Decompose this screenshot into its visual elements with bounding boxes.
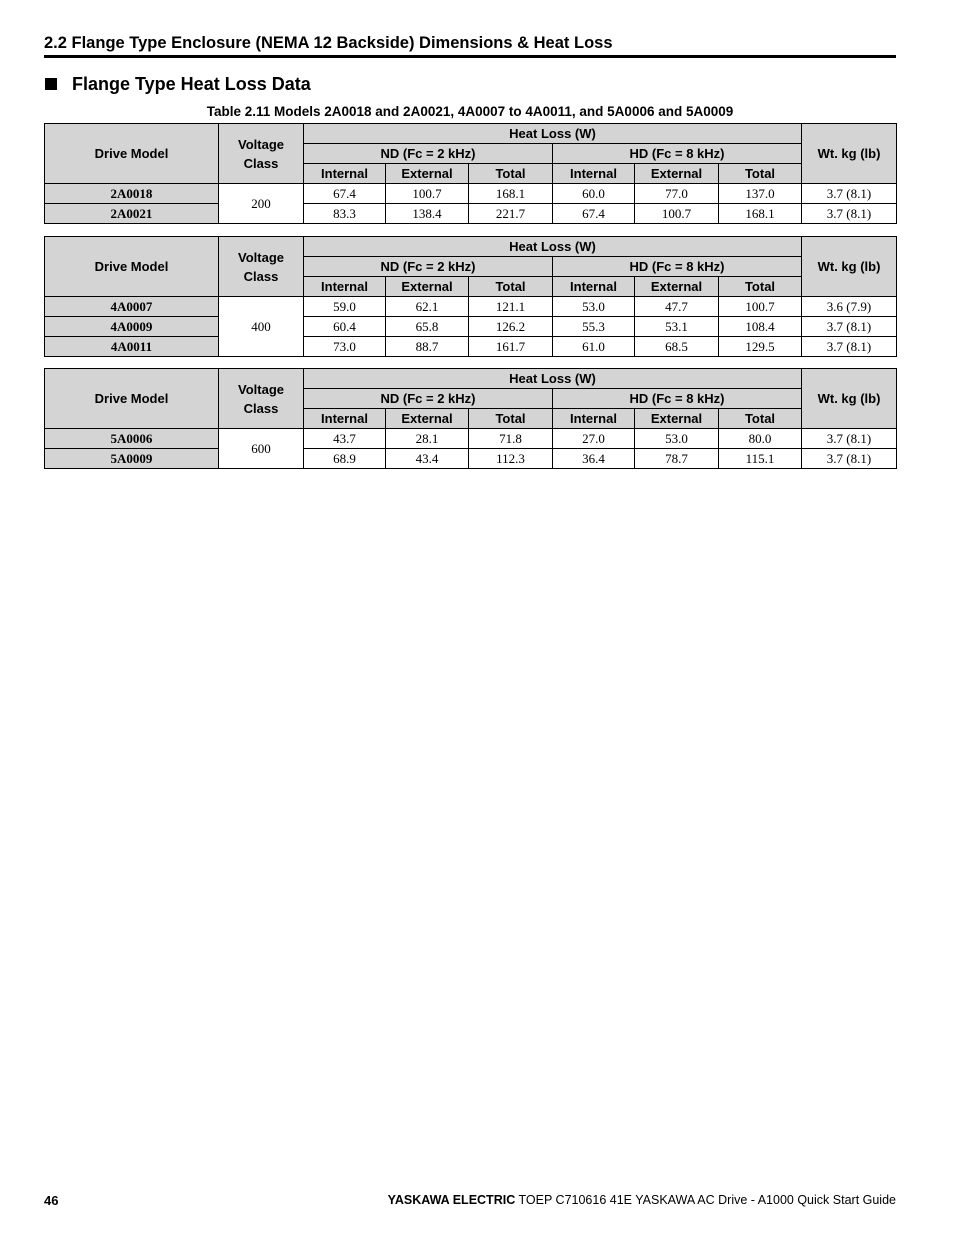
hd-total-cell: 80.0	[719, 429, 802, 449]
footer-brand: YASKAWA ELECTRIC	[387, 1193, 516, 1207]
nd-external-cell: 138.4	[386, 204, 469, 224]
drive-model-cell: 4A0007	[45, 297, 219, 317]
hd-external-cell: 68.5	[635, 337, 719, 357]
square-bullet-icon	[45, 78, 57, 90]
hd-internal-cell: 27.0	[553, 429, 635, 449]
internal-header: Internal	[553, 409, 635, 429]
voltage-class-cell: 400	[219, 297, 304, 357]
nd-total-cell: 112.3	[469, 449, 553, 469]
total-header: Total	[719, 277, 802, 297]
nd-external-cell: 62.1	[386, 297, 469, 317]
drive-model-header: Drive Model	[45, 369, 219, 429]
hd-external-cell: 78.7	[635, 449, 719, 469]
subsection-heading	[44, 73, 311, 95]
external-header: External	[386, 164, 469, 184]
hd-internal-cell: 67.4	[553, 204, 635, 224]
total-header: Total	[469, 409, 553, 429]
internal-header: Internal	[304, 277, 386, 297]
hd-total-cell: 100.7	[719, 297, 802, 317]
weight-cell: 3.7 (8.1)	[802, 317, 897, 337]
external-header: External	[635, 164, 719, 184]
nd-external-cell: 43.4	[386, 449, 469, 469]
hd-total-cell: 108.4	[719, 317, 802, 337]
weight-cell: 3.7 (8.1)	[802, 184, 897, 204]
nd-internal-cell: 83.3	[304, 204, 386, 224]
hd-total-cell: 168.1	[719, 204, 802, 224]
hd-internal-cell: 53.0	[553, 297, 635, 317]
nd-external-cell: 65.8	[386, 317, 469, 337]
nd-external-cell: 100.7	[386, 184, 469, 204]
internal-header: Internal	[553, 277, 635, 297]
total-header: Total	[719, 164, 802, 184]
drive-model-cell: 4A0009	[45, 317, 219, 337]
voltage-header-line1: Voltage	[238, 249, 284, 265]
hd-external-cell: 53.1	[635, 317, 719, 337]
voltage-header-line2: Class	[243, 400, 279, 416]
weight-cell: 3.7 (8.1)	[802, 449, 897, 469]
table-row	[45, 449, 897, 469]
nd-total-cell: 168.1	[469, 184, 553, 204]
table-row	[45, 337, 897, 357]
voltage-class-header	[219, 369, 304, 429]
nd-internal-cell: 60.4	[304, 317, 386, 337]
nd-internal-cell: 59.0	[304, 297, 386, 317]
voltage-header-line1: Voltage	[238, 136, 284, 152]
nd-external-cell: 28.1	[386, 429, 469, 449]
hd-header: HD (Fc = 8 kHz)	[553, 257, 802, 277]
voltage-header-line2: Class	[243, 155, 279, 171]
drive-model-cell: 5A0009	[45, 449, 219, 469]
drive-model-cell: 2A0018	[45, 184, 219, 204]
table-row	[45, 297, 897, 317]
heat-loss-table-600	[44, 368, 897, 469]
hd-total-cell: 137.0	[719, 184, 802, 204]
weight-cell: 3.7 (8.1)	[802, 204, 897, 224]
total-header: Total	[719, 409, 802, 429]
internal-header: Internal	[553, 164, 635, 184]
heat-loss-header: Heat Loss (W)	[304, 237, 802, 257]
hd-total-cell: 129.5	[719, 337, 802, 357]
nd-total-cell: 161.7	[469, 337, 553, 357]
table-caption: Table 2.11 Models 2A0018 and 2A0021, 4A0007 to 4A0011, and 5A0006 and 5A0009	[206, 104, 734, 119]
external-header: External	[635, 409, 719, 429]
weight-header: Wt. kg (lb)	[802, 124, 897, 184]
table-row	[45, 184, 897, 204]
table-row	[45, 429, 897, 449]
weight-cell: 3.7 (8.1)	[802, 429, 897, 449]
heat-loss-table-400	[44, 236, 897, 357]
header-row	[45, 124, 897, 144]
nd-external-cell: 88.7	[386, 337, 469, 357]
header-row	[45, 237, 897, 257]
voltage-class-header	[219, 124, 304, 184]
internal-header: Internal	[304, 164, 386, 184]
total-header: Total	[469, 277, 553, 297]
hd-total-cell: 115.1	[719, 449, 802, 469]
drive-model-header: Drive Model	[45, 124, 219, 184]
hd-external-cell: 53.0	[635, 429, 719, 449]
nd-internal-cell: 67.4	[304, 184, 386, 204]
hd-internal-cell: 55.3	[553, 317, 635, 337]
hd-external-cell: 100.7	[635, 204, 719, 224]
hd-external-cell: 47.7	[635, 297, 719, 317]
table-row	[45, 204, 897, 224]
nd-internal-cell: 43.7	[304, 429, 386, 449]
nd-total-cell: 221.7	[469, 204, 553, 224]
drive-model-header: Drive Model	[45, 237, 219, 297]
hd-internal-cell: 60.0	[553, 184, 635, 204]
nd-total-cell: 126.2	[469, 317, 553, 337]
weight-header: Wt. kg (lb)	[802, 237, 897, 297]
drive-model-cell: 4A0011	[45, 337, 219, 357]
voltage-header-line2: Class	[243, 268, 279, 284]
heat-loss-table-200	[44, 123, 897, 224]
nd-header: ND (Fc = 2 kHz)	[304, 144, 553, 164]
hd-internal-cell: 61.0	[553, 337, 635, 357]
voltage-class-cell: 200	[219, 184, 304, 224]
footer-doc-info	[388, 1193, 896, 1207]
external-header: External	[635, 277, 719, 297]
heat-loss-header: Heat Loss (W)	[304, 124, 802, 144]
weight-cell: 3.7 (8.1)	[802, 337, 897, 357]
weight-cell: 3.6 (7.9)	[802, 297, 897, 317]
heat-loss-header: Heat Loss (W)	[304, 369, 802, 389]
total-header: Total	[469, 164, 553, 184]
voltage-header-line1: Voltage	[238, 381, 284, 397]
drive-model-cell: 2A0021	[45, 204, 219, 224]
voltage-class-header	[219, 237, 304, 297]
nd-header: ND (Fc = 2 kHz)	[304, 257, 553, 277]
page-number: 46	[44, 1193, 59, 1208]
hd-header: HD (Fc = 8 kHz)	[553, 144, 802, 164]
footer-doc-text: TOEP C710616 41E YASKAWA AC Drive - A1000 Quick Start Guide	[515, 1193, 896, 1207]
internal-header: Internal	[304, 409, 386, 429]
nd-internal-cell: 68.9	[304, 449, 386, 469]
nd-internal-cell: 73.0	[304, 337, 386, 357]
voltage-class-cell: 600	[219, 429, 304, 469]
drive-model-cell: 5A0006	[45, 429, 219, 449]
hd-external-cell: 77.0	[635, 184, 719, 204]
table-row	[45, 317, 897, 337]
external-header: External	[386, 409, 469, 429]
section-title: 2.2 Flange Type Enclosure (NEMA 12 Backside) Dimensions & Heat Loss	[44, 33, 896, 58]
external-header: External	[386, 277, 469, 297]
subsection-title: Flange Type Heat Loss Data	[72, 74, 311, 94]
nd-header: ND (Fc = 2 kHz)	[304, 389, 553, 409]
nd-total-cell: 121.1	[469, 297, 553, 317]
nd-total-cell: 71.8	[469, 429, 553, 449]
hd-internal-cell: 36.4	[553, 449, 635, 469]
hd-header: HD (Fc = 8 kHz)	[553, 389, 802, 409]
weight-header: Wt. kg (lb)	[802, 369, 897, 429]
header-row	[45, 369, 897, 389]
